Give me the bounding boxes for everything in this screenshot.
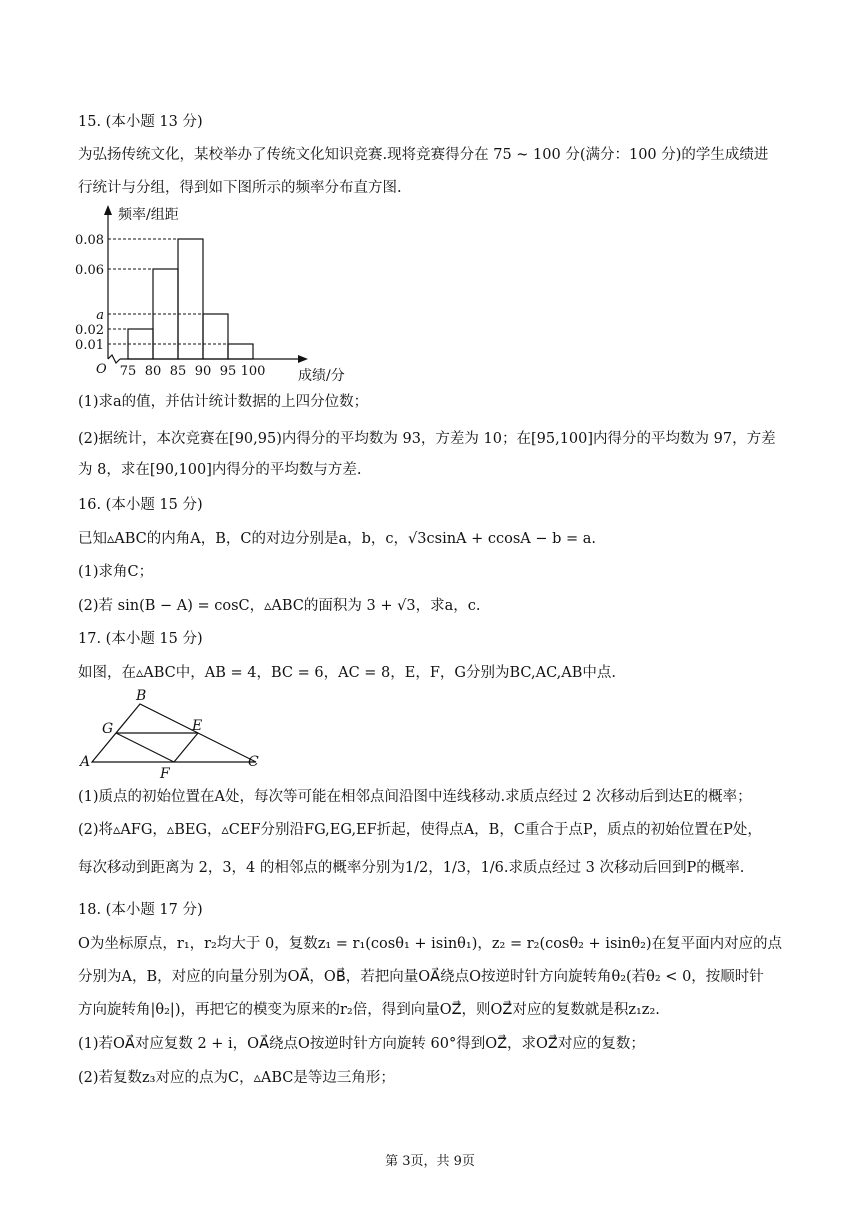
histogram-bar <box>203 314 228 359</box>
q15-intro-line2: 行统计与分组，得到如下图所示的频率分布直方图. <box>78 180 402 196</box>
segment-gf <box>116 733 174 762</box>
label-a: A <box>80 754 91 770</box>
q16-given: 已知▵ABC的内角A，B，C的对边分别是a，b，c，√3csinA + ccosA − b = a. <box>78 531 597 547</box>
triangle-figure <box>78 690 278 782</box>
label-b: B <box>136 688 147 704</box>
segment-ef <box>174 733 198 762</box>
x-axis-arrow <box>298 355 308 363</box>
x-tick-label: 95 <box>219 364 237 379</box>
q17-header: 17. (本小题 15 分) <box>78 631 203 647</box>
q18-line1: O为坐标原点，r₁，r₂均大于 0，复数z₁ = r₁(cosθ₁ + isinθ₁)，z₂ = r₂(cosθ₂ + isinθ₂)在复平面内对应的点 <box>78 936 783 952</box>
q17-given: 如图，在▵ABC中，AB = 4，BC = 6，AC = 8，E，F，G分别为BC,AC,AB中点. <box>78 665 616 681</box>
x-tick-label: 100 <box>240 364 266 379</box>
q15-part1: (1)求a的值，并估计统计数据的上四分位数； <box>78 394 369 410</box>
axis-break <box>108 355 120 363</box>
y-axis-label: 频率/组距 <box>118 207 179 223</box>
q18-part1: (1)若OA⃗对应复数 2 + i，OA⃗绕点O按逆时针方向旋转 60°得到OZ⃗，求OZ⃗对应的复数； <box>78 1036 645 1052</box>
origin-label: O <box>96 362 107 377</box>
x-tick-label: 75 <box>119 364 137 379</box>
label-c: C <box>248 754 259 770</box>
label-f: F <box>160 766 170 782</box>
x-axis-label: 成绩/分 <box>298 368 345 384</box>
q18-part2: (2)若复数z₃对应的点为C，▵ABC是等边三角形； <box>78 1070 395 1086</box>
y-tick-label: 0.01 <box>75 338 104 353</box>
q16-header: 16. (本小题 15 分) <box>78 497 203 513</box>
q15-intro-line1: 为弘扬传统文化，某校举办了传统文化知识竞赛.现将竞赛得分在 75 ~ 100 分(满分：100 分)的学生成绩进 <box>78 147 769 163</box>
q17-part1: (1)质点的初始位置在A处，每次等可能在相邻点间沿图中连线移动.求质点经过 2 次移动后到达E的概率； <box>78 789 752 805</box>
y-tick-label: 0.08 <box>75 233 104 248</box>
label-g: G <box>102 721 114 737</box>
q15-part2-line1: (2)据统计，本次竞赛在[90,95)内得分的平均数为 93，方差为 10；在[95,100]内得分的平均数为 97，方差 <box>78 431 776 447</box>
q17-part2-line2: 每次移动到距离为 2，3，4 的相邻点的概率分别为1/2，1/3，1/6.求质点经过 3 次移动后回到P的概率. <box>78 860 745 876</box>
x-tick-label: 90 <box>194 364 212 379</box>
q15-header: 15. (本小题 13 分) <box>78 114 203 130</box>
y-axis-arrow <box>104 205 112 215</box>
q18-line3: 方向旋转角|θ₂|)，再把它的模变为原来的r₂倍，得到向量OZ⃗，则OZ⃗对应的复数就是积z₁z₂. <box>78 1002 660 1018</box>
q17-part2-line1: (2)将▵AFG，▵BEG，▵CEF分别沿FG,EG,EF折起，使得点A，B，C重合于点P，质点的初始位置在P处， <box>78 822 762 838</box>
q18-header: 18. (本小题 17 分) <box>78 902 203 918</box>
q15-part2-line2: 为 8，求在[90,100]内得分的平均数与方差. <box>78 462 362 478</box>
x-tick-label: 85 <box>169 364 187 379</box>
histogram-bar <box>228 344 253 359</box>
y-tick-label: a <box>96 308 104 323</box>
y-tick-label: 0.02 <box>75 323 104 338</box>
q16-part2: (2)若 sin(B − A) = cosC，▵ABC的面积为 3 + √3，求a，c. <box>78 598 481 614</box>
y-tick-label: 0.06 <box>75 263 104 278</box>
histogram-bar <box>178 239 203 359</box>
frequency-histogram <box>75 205 345 385</box>
label-e: E <box>192 718 203 734</box>
q16-part1: (1)求角C； <box>78 564 154 580</box>
page-footer: 第 3页，共 9页 <box>385 1154 475 1169</box>
x-tick-label: 80 <box>144 364 162 379</box>
q18-line2: 分别为A，B，对应的向量分别为OA⃗，OB⃗，若把向量OA⃗绕点O按逆时针方向旋转角θ₂(若θ₂ < 0，按顺时针 <box>78 969 764 985</box>
